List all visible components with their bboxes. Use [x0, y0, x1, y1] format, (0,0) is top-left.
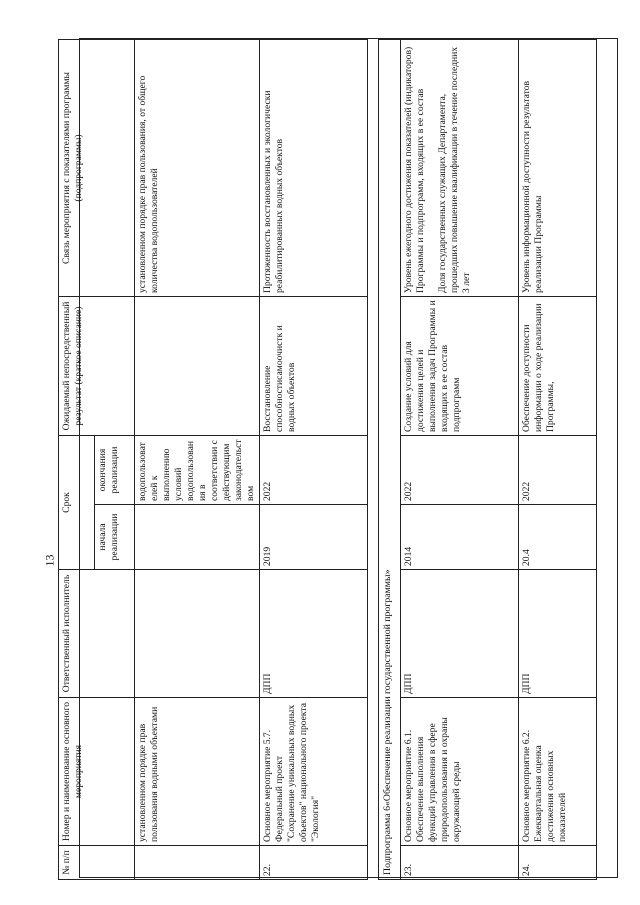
- header-term: Срок: [59, 436, 95, 570]
- header-num: № п/п: [59, 846, 135, 880]
- rotated-table: [58, 40, 597, 880]
- header-name: Номер и наименование основного мероприятия: [59, 698, 135, 846]
- spacer-row: [367, 40, 378, 880]
- header-start: начала реализации: [95, 505, 135, 570]
- cell-end: водопользователей к выполнению условий водопользования в соответствии с действующим законодательством: [135, 436, 260, 505]
- cell-start: 2019: [259, 505, 367, 570]
- table-row: [259, 40, 367, 880]
- cell-start: [135, 505, 260, 570]
- header-link: Связь мероприятия с показателями программы (подпрограммы): [59, 40, 135, 297]
- cell-link: установленном порядке прав пользования, от общего количества водопользователей: [135, 40, 260, 297]
- cell-link: Протяженность восстановленных и экологически реабилитированных водных объектов: [259, 40, 367, 297]
- section-title: Подпрограмма 6«Обеспечение реализации государственной программы»: [378, 40, 400, 880]
- cell-end: 2022: [400, 436, 518, 505]
- cell-result: Обеспечение доступности информации о ходе реализации Программы,: [518, 297, 596, 436]
- table-frame: [61, 38, 618, 878]
- cell-link: Уровень информационной доступности результатов реализации Программы: [518, 40, 596, 297]
- cell-num: 24.: [518, 846, 596, 880]
- link-text-2: Доля государственных служащих Департамента, прошедших повышение квалификации в течение последних 3 лет: [436, 46, 472, 293]
- table-row: [400, 40, 518, 880]
- cell-name: Основное мероприятие 6.2. Ежеквартальная оценка достижения основных показателей: [518, 698, 596, 846]
- cell-executor: ДПП: [400, 570, 518, 698]
- table-row: [135, 40, 260, 880]
- cell-start: 2014: [400, 505, 518, 570]
- cell-end: 2022: [518, 436, 596, 505]
- cell-end: 2022: [259, 436, 367, 505]
- cell-executor: ДПП: [259, 570, 367, 698]
- header-end: окончания реализации: [95, 436, 135, 505]
- cell-name: Основное мероприятие 5.7. Федеральный проект "Сохранение уникальных водных объектов" национального проекта "Экология": [259, 698, 367, 846]
- cell-link: [400, 40, 518, 297]
- cell-name: установленном порядке прав пользования водными объектами: [135, 698, 260, 846]
- cell-start: 20.4: [518, 505, 596, 570]
- section-row: [378, 40, 400, 880]
- header-executor: Ответственный исполнитель: [59, 570, 135, 698]
- cell-result: [135, 297, 260, 436]
- cell-num: 23.: [400, 846, 518, 880]
- header-result: Ожидаемый непосредственный результат (краткое описание): [59, 297, 135, 436]
- cell-num: [135, 846, 260, 880]
- table-row: [518, 40, 596, 880]
- link-text-1: Уровень ежегодного достижения показателей (индикаторов) Программы и подпрограмм, входящих в ее состав: [402, 46, 426, 293]
- cell-result: Создание условий для достижения целей и выполнения задач Программы и входящих в ее состав подпрограмм: [400, 297, 518, 436]
- cell-executor: [135, 570, 260, 698]
- activities-table: [58, 39, 597, 880]
- page-number: 13: [42, 554, 57, 567]
- cell-result: Восстановление способностисамоочистк и водных объектов: [259, 297, 367, 436]
- cell-name: Основное мероприятие 6.1. Обеспечение выполнения функций управления в сфере природопользования и охраны окружающей среды: [400, 698, 518, 846]
- cell-num: 22.: [259, 846, 367, 880]
- cell-executor: ДПП: [518, 570, 596, 698]
- header-row: [59, 40, 95, 880]
